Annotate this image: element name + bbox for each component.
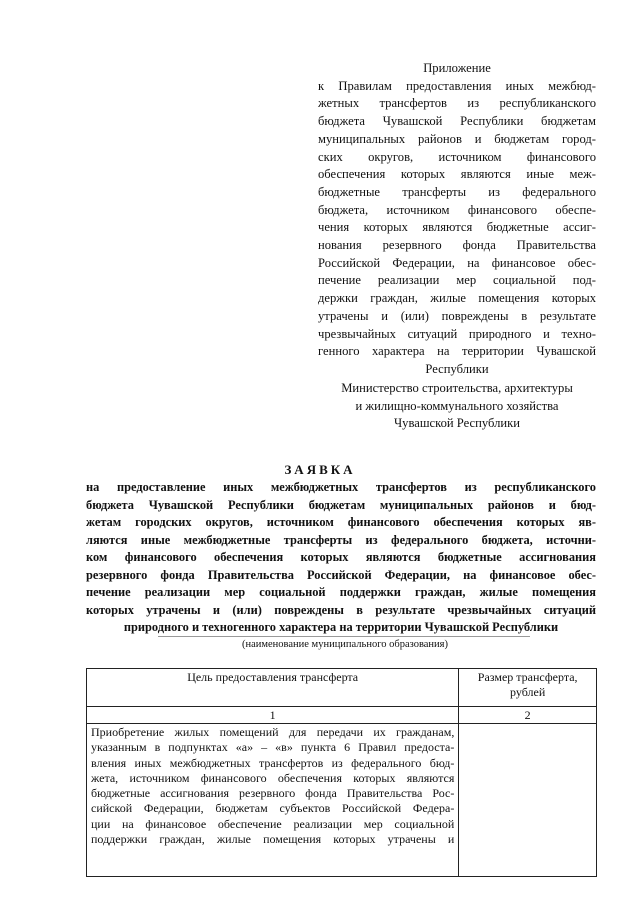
purpose-line: указанным в подпунктах «а» – «в» пункта 6 Правил предоста- [91,740,455,755]
ministry-line: Чувашской Республики [394,416,520,431]
transfer-table [86,668,597,877]
appendix-line: жетных трансфертов из республиканского [318,96,596,111]
appendix-heading: Приложение [423,61,491,75]
subtitle-line: жетам городских округов, источником финансового обеспечения которых яв- [86,515,596,529]
ministry-line: и жилищно-коммунального хозяйства [355,398,559,413]
appendix-line: ских округов, источником финансового [318,149,596,164]
table-header-row [87,669,597,707]
appendix-block [318,60,596,379]
appendix-line: утрачены и (или) повреждены в результате [318,308,596,323]
column-number: 2 [459,707,597,724]
purpose-cell [87,724,459,877]
appendix-line: муниципальных районов и бюджетам город- [318,131,596,146]
appendix-line: бюджета Чувашской Республики бюджетам [318,114,596,129]
appendix-line: чения которых являются бюджетные ассиг- [318,220,596,235]
appendix-line: бюджетные трансферты из федерального [318,184,596,199]
appendix-line: к Правилам предоставления иных межбюд- [318,78,596,93]
table-row [87,724,597,877]
appendix-line: чрезвычайных ситуаций природного и техно- [318,326,596,341]
appendix-line: бюджета, источником финансового обеспе- [318,202,596,217]
header-purpose: Цель предоставления трансферта [87,669,459,707]
purpose-line: вления иных межбюджетных трансфертов из федерального бюд- [91,755,455,770]
subtitle-line: природного и техногенного характера на территории Чувашской Республики [123,620,559,634]
subtitle-line: ком финансового обеспечения которых являются бюджетные ассигнования [86,550,596,564]
purpose-line: ции на финансовое обеспечение реализации мер социальной [91,816,455,831]
municipality-caption: (наименование муниципального образования) [241,639,449,650]
subtitle-line: печение реализации мер социальной поддержки граждан, жилые помещения [86,585,596,599]
appendix-line: нования резервного фонда Правительства [318,238,596,253]
subtitle-line: на предоставление иных межбюджетных трансфертов из республиканского [86,480,596,494]
column-number: 1 [87,707,459,724]
appendix-line: Российской Федерации, на финансовое обес- [318,255,596,270]
purpose-line: сийской Федерации, бюджетам субъектов Российской Федера- [91,801,455,816]
document-title: ЗАЯВКА [284,462,356,477]
subtitle-line: ляются иные межбюджетные трансферты из федерального бюджета, источни- [86,532,596,547]
subtitle-line: которых утрачены и (или) повреждены в результате чрезвычайных ситуаций [86,602,596,617]
purpose-line: бюджетные ассигнования резервного фонда Правительства Рос- [91,786,455,801]
purpose-line: Приобретение жилых помещений для передачи их гражданам, [91,725,455,739]
municipality-fill-line[interactable] [158,636,530,637]
table-number-row [87,707,597,724]
purpose-line: поддержки граждан, жилые помещения которых утрачены и [91,832,455,847]
appendix-line: держки граждан, жилые помещения которых [318,291,596,306]
subtitle-line: резервного фонда Правительства Российской Федерации, на финансовое обес- [86,567,596,582]
subtitle-line: бюджета Чувашской Республики бюджетам муниципальных районов и бюд- [86,497,596,512]
document-subtitle [86,479,596,637]
ministry-addressee [318,380,596,433]
purpose-line: жета, источником финансового обеспечения которых являются [91,770,455,785]
appendix-line: генного характера на территории Чувашской [318,344,596,359]
appendix-line: печение реализации мер социальной под- [318,273,596,288]
appendix-line: Республики [425,361,489,376]
appendix-line: обеспечения которых являются иные меж- [318,167,596,182]
amount-cell[interactable] [459,724,597,877]
header-amount: Размер трансферта, рублей [459,669,597,707]
ministry-line: Министерство строительства, архитектуры [341,381,573,395]
